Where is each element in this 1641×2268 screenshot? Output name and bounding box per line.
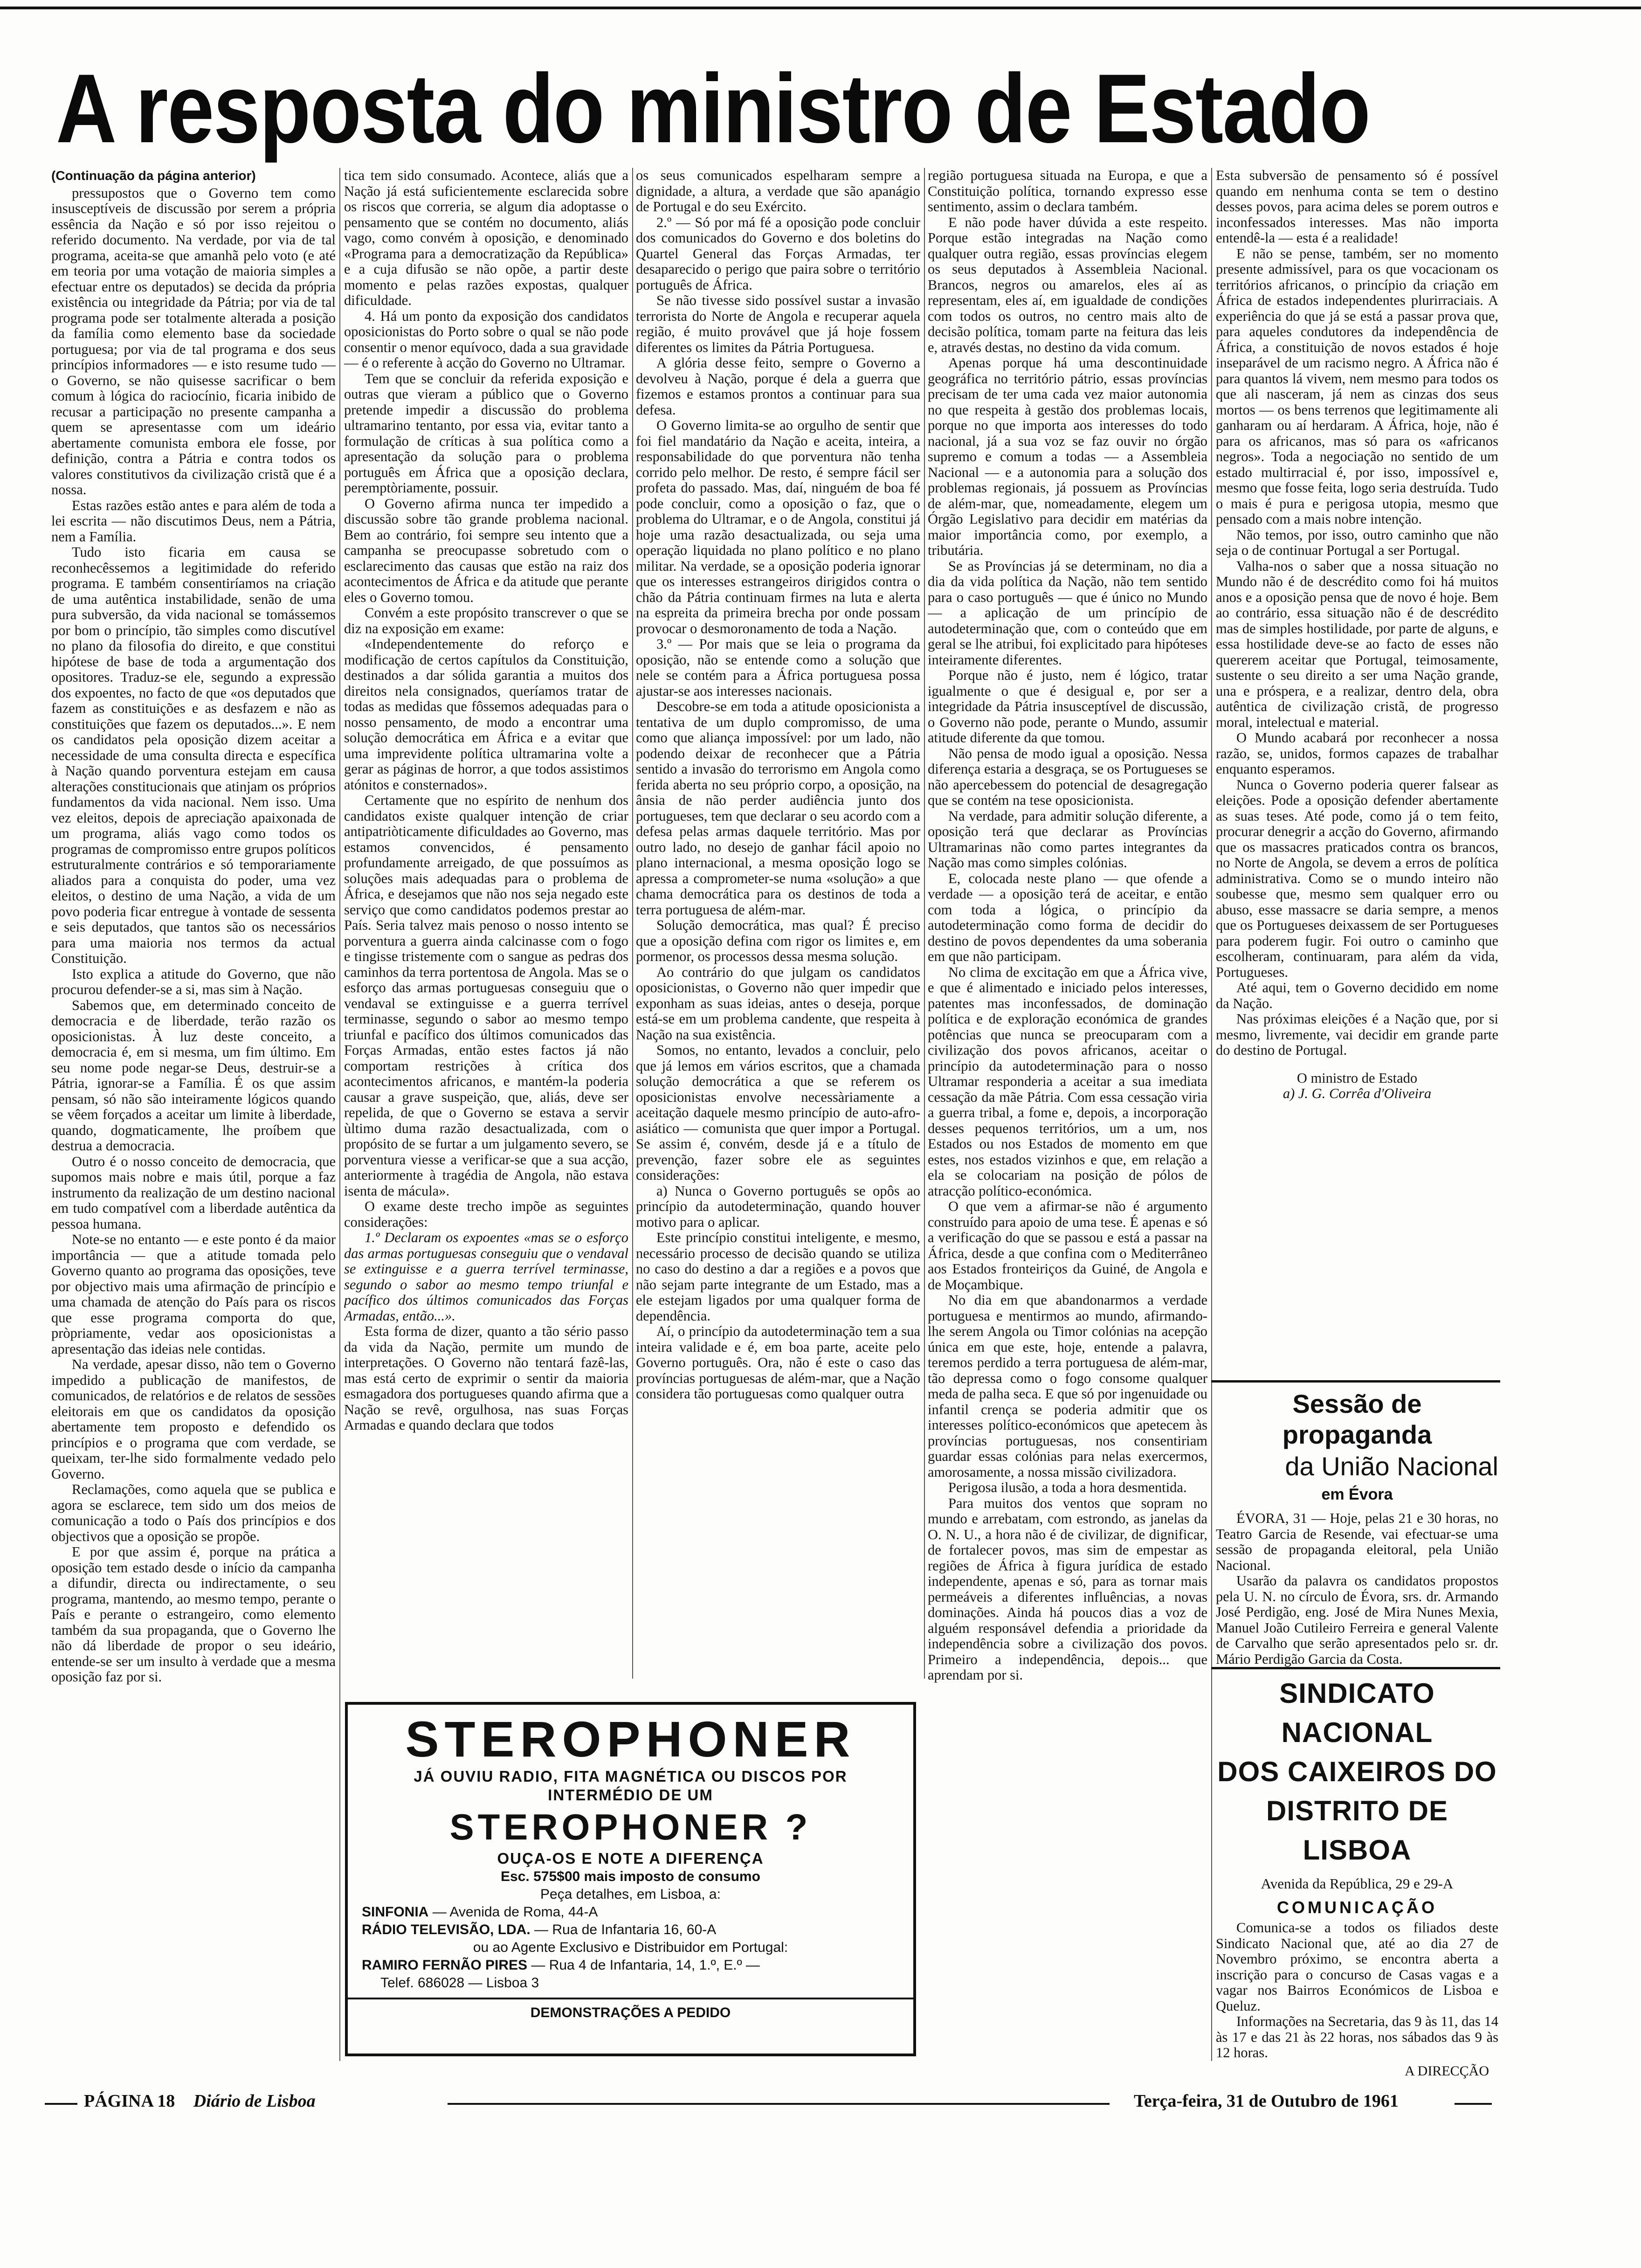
propaganda-place: em Évora bbox=[1321, 1486, 1393, 1503]
ad-question: JÁ OUVIU RADIO, FITA MAGNÉTICA OU DISCOS POR INTERMÉDIO DE UM bbox=[414, 1768, 848, 1804]
propaganda-heading: Sessão de propaganda bbox=[1282, 1389, 1432, 1449]
paragraph: Convém a este propósito transcrever o que se diz na exposição em exame: bbox=[344, 605, 628, 636]
sindicato-title-line: SINDICATO NACIONAL bbox=[1279, 1678, 1435, 1748]
ad-shop-name: RÁDIO TELEVISÃO, LDA. bbox=[362, 1922, 531, 1937]
paragraph: O exame deste trecho impõe as seguintes considerações: bbox=[344, 1198, 628, 1230]
ad-details: Peça detalhes, em Lisboa, a: bbox=[540, 1887, 721, 1902]
signature-name: a) J. G. Corrêa d'Oliveira bbox=[1282, 1086, 1432, 1101]
paragraph: a) Nunca o Governo português se opôs ao princípio da autodeterminação, quando houver motivo para o aplicar. bbox=[636, 1182, 920, 1230]
paragraph: Não temos, por isso, outro caminho que não seja o de continuar Portugal a ser Portugal. bbox=[1216, 526, 1498, 558]
paragraph: Aí, o princípio da autodeterminação tem a sua inteira validade e é, em boa parte, aceite pelo Governo português. Ora, não é este o caso das províncias portuguesas de além-mar, que a Nação considera tão portuguesas como qualquer outra bbox=[636, 1323, 920, 1402]
ad-agent-intro: ou ao Agente Exclusivo e Distribuidor em Portugal: bbox=[473, 1940, 788, 1955]
ad-shop-2 bbox=[362, 1921, 899, 1939]
propaganda-rule bbox=[1211, 1380, 1500, 1383]
paragraph: A glória desse feito, sempre o Governo a devolveu à Nação, porque é dela a guerra que fizemos e estamos prontos a continuar para sua defesa. bbox=[636, 355, 920, 418]
propaganda-body: ÉVORA, 31 — Hoje, pelas 21 e 30 horas, no Teatro Garcia de Resende, vai efectuar-se uma sessão de propaganda eleitoral, pela União Nacional. bbox=[1216, 1510, 1498, 1573]
ad-shop-name: SINFONIA bbox=[362, 1904, 429, 1920]
paragraph: Apenas porque há uma descontinuidade geográfica no território pátrio, essas províncias precisam de ter uma cada vez maior autonomia no que respeita à gestão dos problemas locais, porque no que importa aos interesses do todo nacional, já a sua voz se faz ouvir no órgão supremo e comum a todas — a Assembleia Nacional — e a autonomia para a solução dos problemas regionais, já possuem as Províncias de além-mar, que, nomeadamente, elegem um Órgão Legislativo para decidir em matérias da maior importância como, por exemplo, a tributária. bbox=[928, 355, 1207, 558]
paragraph: Outro é o nosso conceito de democracia, que supomos mais nobre e mais útil, porque a faz instrumento da realização de um destino nacional em tudo compatível com a liberdade autêntica da pessoa humana. bbox=[51, 1153, 336, 1232]
article-column-4 bbox=[928, 168, 1207, 2061]
ad-brand: STEROPHONER bbox=[405, 1711, 856, 1767]
paragraph: E por que assim é, porque na prática a oposição tem estado desde o início da campanha a difundir, directa ou indirectamente, o seu programa, mantendo, ao mesmo tempo, perante o País e perante o estrangeiro, como elemento também da sua propaganda, que o Governo lhe não dá liberdade de propor o seu ideário, entende-se ser um insulto à verdade que a mesma oposição faz por si. bbox=[51, 1544, 336, 1685]
paragraph: Na verdade, apesar disso, não tem o Governo impedido a publicação de manifestos, de comunicados, de relatórios e de relatos de sessões eleitorais em que os candidatos da oposição abertamente tem proposto e defendido os princípios e o programa que com verdade, se queixam, ter-lhe sido formalmente vedado pelo Governo. bbox=[51, 1356, 336, 1482]
paragraph: Porque não é justo, nem é lógico, tratar igualmente o que é desigual e, por ser a integridade da Pátria insusceptível de discussão, o Governo não pode, perante o Mundo, assumir atitude diferente da que tomou. bbox=[928, 667, 1207, 746]
paragraph: 4. Há um ponto da exposição dos candidatos oposicionistas do Porto sobre o qual se não pode consentir o menor equívoco, dada a sua gravidade — é o referente à acção do Governo no Ultramar. bbox=[344, 308, 628, 371]
paragraph: Nas próximas eleições é a Nação que, por si mesmo, livremente, vai decidir em grande parte do destino de Portugal. bbox=[1216, 1011, 1498, 1058]
paragraph: os seus comunicados espelharam sempre a dignidade, a altura, a verdade que são apanágio de Portugal e do seu Exército. bbox=[636, 168, 920, 214]
paragraph: 1.º Declaram os expoentes «mas se o esforço das armas portuguesas conseguiu que o vendaval se extinguisse e a guerra terrível terminasse, segundo o sabor ao mesmo tempo triunfal e pacífico dos últimos comunicados das Forças Armadas, então...». bbox=[344, 1230, 628, 1324]
paragraph: região portuguesa situada na Europa, e que a Constituição política, tornando expresso esse sentimento, assim o declara também. bbox=[928, 168, 1207, 214]
ad-phone: Telef. 686028 — Lisboa 3 bbox=[380, 1975, 539, 1991]
continuation-note: (Continuação da página anterior) bbox=[51, 168, 256, 183]
sindicato-body: Comunica-se a todos os filiados deste Sindicato Nacional que, até ao dia 27 de Novembro próximo, se encontra aberta a inscrição para o concurso de Casas vagas e a vagar nos Bairros Económicos de Lisboa e Queluz. bbox=[1216, 1920, 1498, 2014]
paragraph: E, colocada neste plano — que ofende a verdade — a oposição terá de aceitar, e então com toda a lógica, o princípio da autodeterminação como forma de decidir do destino de povos dependentes da uma soberania em que não participam. bbox=[928, 870, 1207, 964]
ad-divider bbox=[348, 1998, 913, 1999]
sindicato-sign: A DIRECÇÃO bbox=[1405, 2063, 1489, 2079]
paragraph: Tudo isto ficaria em causa se reconhecêssemos a legitimidade do referido programa. E também consentiríamos na criação de uma autêntica instabilidade, senão de uma pura subversão, da vida nacional se tomássemos por bom o princípio, tão simples como discutível no plano da filosofia do direito, e que constitui hipótese de base de toda a argumentação dos opositores. Traduz-se ele, segundo a expressão dos expoentes, no facto de que «os deputados que fazem as constituições e as desfazem e não as constituições que fazem os deputados...». E nem os candidatos pela oposição dizem aceitar a necessidade de uma consulta directa e específica à Nação quando porventura estejam em causa alterações constitucionais que atinjam os próprios fundamentos da vida nacional. Nem isso. Uma vez eleitos, depois de apreciação apaixonada de um programa, aliás vago como todos os programas de compromisso entre grupos políticos estruturalmente contrários e só temporariamente aliados para a conquista do poder, uma vez eleitos, o destino de uma Nação, a vida de um povo poderia ficar entregue à vontade de sessenta e seis deputados, que tantos são os necessários para uma maioria nos termos da actual Constituição. bbox=[51, 544, 336, 966]
headline: A resposta do ministro de Estado bbox=[56, 54, 1370, 163]
propaganda-body: Usarão da palavra os candidatos propostos pela U. N. no círculo de Évora, srs. dr. Armando José Perdigão, eng. José de Mira Nunes Mexia, Manuel João Cutileiro Ferreira e general Valente de Carvalho que serão apresentados pelo sr. dr. Mário Perdigão Garcia da Costa. bbox=[1216, 1573, 1498, 1667]
paragraph: Nunca o Governo poderia querer falsear as eleições. Pode a oposição defender abertamente as suas teses. Até pode, como já o tem feito, procurar denegrir a acção do Governo, afirmando que os massacres praticados contra os brancos, no Norte de Angola, se devem a erros de política administrativa. Como se o mundo inteiro não soubesse que, mesmo sem qualquer erro ou abuso, esse massacre se daria sempre, a menos que os Portugueses deixassem de ser Portugueses para poderem fugir. Foi outro o caminho que escolheram, continuaram, para além da vida, Portugueses. bbox=[1216, 776, 1498, 980]
propaganda-notice bbox=[1216, 1389, 1498, 1715]
paragraph: Este princípio constitui inteligente, e mesmo, necessário processo de decisão quando se utiliza no caso do destino a dar a regiões e a povos que não sejam parte integrante de um Estado, mas a ele estejam ligados por uma qualquer forma de dependência. bbox=[636, 1230, 920, 1324]
top-rule bbox=[0, 7, 1641, 9]
footer-date: Terça-feira, 31 de Outubro de 1961 bbox=[1134, 2091, 1399, 2111]
ad-shop-1 bbox=[362, 1903, 899, 1921]
ad-agent-address: — Rua 4 de Infantaria, 14, 1.º, E.º — bbox=[531, 1957, 760, 1973]
sindicato-section: COMUNICAÇÃO bbox=[1277, 1898, 1437, 1917]
paragraph: Até aqui, tem o Governo decidido em nome da Nação. bbox=[1216, 980, 1498, 1011]
paragraph: Note-se no entanto — e este ponto é da maior importância — que a atitude tomada pelo Governo quanto ao programa das oposições, teve por objectivo mais uma afirmação de princípio e uma chamada de atenção do País para os riscos que esse programa comporta do que, pròpriamente, vedar aos oposicionistas a apresentação das ideias nele contidas. bbox=[51, 1231, 336, 1357]
sindicato-address: Avenida da República, 29 e 29-A bbox=[1261, 1875, 1454, 1892]
paragraph: Ao contrário do que julgam os candidatos oposicionistas, o Governo não quer impedir que exponham as suas ideias, antes o deseja, porque está-se em um problema candente, que respeita à Nação na sua existência. bbox=[636, 964, 920, 1043]
paragraph: Não pensa de modo igual a oposição. Nessa diferença estaria a desgraça, se os Portugueses se não apercebessem do potencial de desagregação que se contém na tese oposicionista. bbox=[928, 745, 1207, 808]
sindicato-notice bbox=[1216, 1674, 1498, 2079]
paragraph: Solução democrática, mas qual? É preciso que a oposição defina com rigor os limites e, em pormenor, os processos dessa mesma solução. bbox=[636, 917, 920, 964]
paper-name: Diário de Lisboa bbox=[193, 2091, 316, 2111]
article-column-5 bbox=[1216, 168, 1498, 1352]
quote-paragraph: «Independentemente do reforço e modificação de certos capítulos da Constituição, destinados a dar sólida garantia a muitos dos direitos nela consignados, queríamos tratar de todas as medidas que fôssemos adequadas para o nosso pensamento, de modo a encontrar uma solução democrática em África e a evitar que uma imprevidente política ultramarina volte a gerar as páginas de horror, a que todos assistimos atónitos e consternados». bbox=[344, 636, 628, 793]
article-column-3 bbox=[636, 168, 920, 1660]
signature-title: O ministro de Estado bbox=[1296, 1070, 1418, 1086]
sindicato-body: Informações na Secretaria, das 9 às 11, das 14 às 17 e das 21 às 22 horas, nos sábados das 9 às 12 horas. bbox=[1216, 2013, 1498, 2061]
paragraph: Reclamações, como aquela que se publica e agora se esclarece, tem sido um dos meios de comunicação a todo o País dos princípios e dos objectivos que a oposição se propõe. bbox=[51, 1481, 336, 1544]
footer-left bbox=[84, 2091, 316, 2111]
signature-block bbox=[1216, 1071, 1498, 1102]
ad-shop-address: — Rua de Infantaria 16, 60-A bbox=[534, 1922, 717, 1937]
paragraph: Esta subversão de pensamento só é possível quando em nenhuma conta se tem o destino desses povos, para acima deles se porem outros e inconfessados interesses. Mas não importa entendê-la — esta é a realidade! bbox=[1216, 168, 1498, 246]
paragraph: Tem que se concluir da referida exposição e outras que vieram a público que o Governo pretende impedir a discussão do problema ultramarino tentanto, por essa via, evitar tanto a formulação de críticas à sua política como a apresentação da solução para o problema português em África que a oposição declara, peremptòriamente, possuir. bbox=[344, 370, 628, 496]
paragraph: Perigosa ilusão, a toda a hora desmentida. bbox=[948, 1480, 1187, 1495]
paragraph: Estas razões estão antes e para além de toda a lei escrita — não discutimos Deus, nem a Pátria, nem a Família. bbox=[51, 497, 336, 545]
column-rule bbox=[632, 168, 633, 1679]
paragraph: Para muitos dos ventos que sopram no mundo e arrebatam, com estrondo, as janelas da O. N. U., a hora não é de civilizar, de dignificar, de fortalecer povos, mas sim de empestar as regiões de África à figura jurídica de estado independente, apenas e só, para as tornar mais permeáveis a diferentes influências, a novas dominações. Ainda há poucos dias a voz de alguém responsável defendia a prioridade da independência sobre a civilização dos povos. Primeiro a independência, depois... que aprendam por si. bbox=[928, 1495, 1207, 1683]
footer-rule bbox=[45, 2103, 77, 2105]
paragraph: Se as Províncias já se determinam, no dia a dia da vida política da Nação, não tem sentido para o caso português — que é único no Mundo — a aplicação de um princípio de autodeterminação que, com o conteúdo que em geral se lhe atribui, foi explicitado para hipóteses inteiramente diferentes. bbox=[928, 558, 1207, 668]
ad-agent bbox=[362, 1957, 899, 1974]
article-column-2 bbox=[344, 168, 628, 1660]
paragraph: Na verdade, para admitir solução diferente, a oposição terá que declarar as Províncias Ultramarinas não como partes integrantes da Nação mas como simples colónias. bbox=[928, 808, 1207, 871]
propaganda-subheading: da União Nacional bbox=[1285, 1452, 1498, 1481]
quote-paragraph: Certamente que no espírito de nenhum dos candidatos existe qualquer intenção de criar antipatriòticamente dificuldades ao Governo, mas estamos convencidos, é pensamento profundamente arreigado, de que possuímos as soluções mais adequadas para o problema de África, e desejamos que não nos seja negado este serviço que como candidatos podemos prestar ao País. Seria talvez mais penoso o nosso intento se porventura a guerra ainda calcinasse com o fogo e tingisse tristemente com o sangue as pedras dos caminhos da terra portentosa de Angola. Mas se o esforço das armas portuguesas conseguiu que o vendaval se extinguisse e a guerra terrível terminasse, segundo o sabor ao mesmo tempo triunfal e pacífico dos últimos comunicados das Forças Armadas, então estes factos já não comportam restrições à crítica dos acontecimentos africanos, e mantém-la poderia causar a grave suspeição, que, aliás, deve ser repelida, de que o Governo se estava a servir ùltimo duma razão desactualizada, com o propósito de se furtar a um julgamento severo, se porventura viesse a verificar-se que a sua acção, anteriormente à tragédia de Angola, não estava isenta de mácula». bbox=[344, 792, 628, 1199]
paragraph: No clima de excitação em que a África vive, e que é alimentado e iniciado pelos interesses, patentes mas inconfessados, de dominação política e de exploração económica de grandes potências que nunca se preocuparam com a civilização dos povos africanos, aceitar o princípio da autodeterminação para o nosso Ultramar responderia a aceitar a sua imediata cessação da mãe Pátria. Com essa cessação viria a guerra tribal, a fome e, depois, a incorporação desses pequenos territórios, um a um, nos Estados ou nos Estados de momento em que estes, nos estados vizinhos e que, em relação a ela se colocariam na posição de pólos de atracção político-económica. bbox=[928, 964, 1207, 1199]
paragraph: No dia em que abandonarmos a verdade portuguesa e mentirmos ao mundo, afirmando-lhe serem Angola ou Timor colónias na acepção única em que este, hoje, entende a palavra, teremos perdido a terra portuguesa de além-mar, tão depressa como o fogo consome qualquer meda de palha seca. E que só por ingenuidade ou infantil crença se poderia admitir que os interesses político-económicos que apetecem às províncias portuguesas, nos consentiriam guardar essas colónias para nelas exercermos, amorosamente, a nossa missão civilizadora. bbox=[928, 1292, 1207, 1480]
paragraph: E não pode haver dúvida a este respeito. Porque estão integradas na Nação como qualquer outra região, essas províncias elegem os seus deputados à Assembleia Nacional. Brancos, negros ou amarelos, eles aí as representam, eles aí, em igualdade de condições com todos os outros, no centro mais alto de decisão política, tomam parte na feitura das leis e, através destas, no destino da vida comum. bbox=[928, 214, 1207, 355]
footer-rule bbox=[1455, 2103, 1492, 2105]
paragraph: pressupostos que o Governo tem como insusceptíveis de discussão por serem a própria essência da Nação e só por isso rejeitou o referido documento. Na verdade, por via de tal programa, aceita-se que amanhã pelo voto (e até em teoria por uma votação de maioria simples a efectuar entre os deputados) se decida da própria existência ou integridade da Pátria; por via de tal programa pode ser totalmente alterada a posição da família como elemento base da sociedade portuguesa; por via de tal programa e dos seus princípios informadores — e isto resume tudo — o Governo, se não quisesse sacrificar o bem comum à lógica do raciocínio, ficaria inibido de recusar a participação no presente campanha a quem se apresentasse com um ideário abertamente comunista embora ele fosse, por definição, contra a Pátria e contra todos os valores constitutivos da civilização cristã que é a nossa. bbox=[51, 185, 336, 498]
ad-tagline: OUÇA-OS E NOTE A DIFERENÇA bbox=[497, 1850, 764, 1867]
sindicato-title-line: DOS CAIXEIROS DO bbox=[1217, 1756, 1497, 1787]
ad-footer: DEMONSTRAÇÕES A PEDIDO bbox=[530, 2005, 731, 2020]
sindicato-title-line: DISTRITO DE LISBOA bbox=[1266, 1795, 1448, 1866]
paragraph: O Governo limita-se ao orgulho de sentir que foi fiel mandatário da Nação e aceita, inteira, a responsabilidade do que porventura não tenha corrido pelo melhor. De resto, é sempre fácil ser profeta do passado. Mas, daí, ninguém de boa fé pode concluir, como a oposição o faz, que o problema do Ultramar, e o de Angola, constitui já hoje uma razão desactualizada, ou seja uma operação liquidada no plano político e no plano militar. Na verdade, se a oposição poderia ignorar que os interesses estrangeiros dirigidos contra o chão da Pátria continuam firmes na luta e alerta na espreita da primeira brecha por onde possam provocar o desmoronamento de toda a Nação. bbox=[636, 417, 920, 636]
page-number: PÁGINA 18 bbox=[84, 2091, 175, 2111]
column-rule bbox=[339, 168, 340, 2061]
column-rule bbox=[924, 168, 925, 1679]
paragraph: Isto explica a atitude do Governo, que não procurou defender-se a si, mas sim à Nação. bbox=[51, 966, 336, 997]
paragraph: O Governo afirma nunca ter impedido a discussão sobre tão grande problema nacional. Bem ao contrário, foi sempre seu intento que a campanha se preocupasse sobretudo com o esclarecimento das causas que estão na raiz dos acontecimentos de África e da atitude que perante eles o Governo tomou. bbox=[344, 495, 628, 605]
paragraph: 2.º — Só por má fé a oposição pode concluir dos comunicados do Governo e dos boletins do Quartel General das Forças Armadas, ter desaparecido o perigo que paira sobre o território português de África. bbox=[636, 214, 920, 293]
paragraph: Descobre-se em toda a atitude oposicionista a tentativa de um duplo compromisso, de uma como que aliança impossível: por um lado, não podendo deixar de reconhecer que a Pátria sentido a invasão do terrorismo em Angola como ferida aberta no seu próprio corpo, a oposição, na ânsia de não perder audiência junto dos portugueses, tem que declarar o seu acordo com a defesa pelas armas daquele território. Mas por outro lado, no desejo de ganhar fácil apoio no plano internacional, a mesma oposição logo se apressa a comprometer-se numa «solução» a que chama democrática para os destinos de toda a terra portuguesa de além-mar. bbox=[636, 698, 920, 918]
paragraph: Se não tivesse sido possível sustar a invasão terrorista do Norte de Angola e recuperar aquela região, é muito provável que já hoje fossem diferentes os limites da Pátria Portuguesa. bbox=[636, 292, 920, 355]
paragraph: Somos, no entanto, levados a concluir, pelo que já lemos em vários escritos, que a chamada solução democrática a que se referem os oposicionistas envolve necessàriamente a aceitação daquele mesmo princípio de auto-afro-asiático — comunista que quer impor a Portugal. Se assim é, convém, desde já e a título de prevenção, fazer sobre ele as seguintes considerações: bbox=[636, 1042, 920, 1183]
ad-shop-address: — Avenida de Roma, 44-A bbox=[432, 1904, 598, 1920]
footer-rule bbox=[448, 2103, 1110, 2105]
paragraph: O Mundo acabará por reconhecer a nossa razão, se, unidos, formos capazes de trabalhar enquanto esperamos. bbox=[1216, 730, 1498, 777]
paragraph: E não se pense, também, ser no momento presente admissível, para os que vocacionam os territórios africanos, o princípio da criação em África de estados independentes plurirraciais. A experiência do que já se está a passar prova que, para aqueles condutores da independência de África, a constituição de novos estados é hoje inseparável de um racismo negro. A África não é para quantos lá vivem, nem mesmo para todos os que ali nasceram, já nem as cinzas dos seus mortos — os bens terrenos que legitimamente ali ganharam ou aí herdaram. A África, hoje, não é para os africanos, mas só para os «africanos negros». Toda a negociação no sentido de um estado multirracial é, por isso, impossível e, mesmo que fosse feita, logo seria destruída. Tudo o mais é pura e perigosa utopia, mesmo que pensado com a mais nobre intenção. bbox=[1216, 245, 1498, 527]
article-column-1 bbox=[51, 168, 336, 2061]
ad-price: Esc. 575$00 mais imposto de consumo bbox=[501, 1869, 760, 1884]
ad-brand-question: STEROPHONER ? bbox=[449, 1806, 812, 1847]
column-rule bbox=[1211, 168, 1212, 2061]
ad-agent-name: RAMIRO FERNÃO PIRES bbox=[362, 1957, 528, 1973]
sindicato-rule bbox=[1211, 1667, 1500, 1669]
paragraph: Esta forma de dizer, quanto a tão sério passo da vida da Nação, permite um mundo de interpretações. O Governo não tentará fazê-las, mas está certo de exprimir o sentir da maioria esmagadora dos portugueses quando afirma que a Nação se revê, orgulhosa, nas suas Forças Armadas e quando declara que todos bbox=[344, 1323, 628, 1433]
paragraph: 3.º — Por mais que se leia o programa da oposição, não se entende como a solução que nele se contém para a África portuguesa possa ajustar-se aos interesses nacionais. bbox=[636, 636, 920, 699]
paragraph: Sabemos que, em determinado conceito de democracia e de liberdade, terão razão os oposicionistas. À luz deste conceito, a democracia é, em si mesma, um fim último. Em seu nome pode negar-se Deus, destruir-se a Pátria, ignorar-se a Família. É os que assim pensam, só não são inteiramente lógicos quando se vêem forçados a aceitar um limite à liberdade, quando, dogmaticamente, lhe proíbem que destrua a democracia. bbox=[51, 997, 336, 1154]
sterophoner-advertisement bbox=[345, 1702, 916, 2056]
paragraph: tica tem sido consumado. Acontece, aliás que a Nação já está suficientemente esclarecida sobre os riscos que correria, se algum dia adoptasse o pensamento que se contém no documento, aliás vago, como convém à oposição, e denominado «Programa para a democratização da República» e a cuja difusão se não opõe, a partir deste momento e pelas razões expostas, qualquer dificuldade. bbox=[344, 168, 628, 308]
paragraph: Valha-nos o saber que a nossa situação no Mundo não é de descrédito como foi há muitos anos e a oposição pensa que de novo é hoje. Bem ao contrário, essa situação não é de descrédito mas de simples hostilidade, por parte de alguns, e essa hostilidade deve-se ao facto de esses não quererem aceitar que Portugal, teimosamente, sustente o seu direito a ser uma Nação grande, una e próspera, e a realizar, dentro dela, obra autêntica de civilização cristã, de progresso moral, intelectual e material. bbox=[1216, 558, 1498, 730]
paragraph: O que vem a afirmar-se não é argumento construído para apoio de uma tese. É apenas e só a verificação do que se passou e está a passar na África, desde a que confina com o Mediterrâneo aos Estados fronteiriços da Guiné, de Angola e de Moçambique. bbox=[928, 1198, 1207, 1293]
